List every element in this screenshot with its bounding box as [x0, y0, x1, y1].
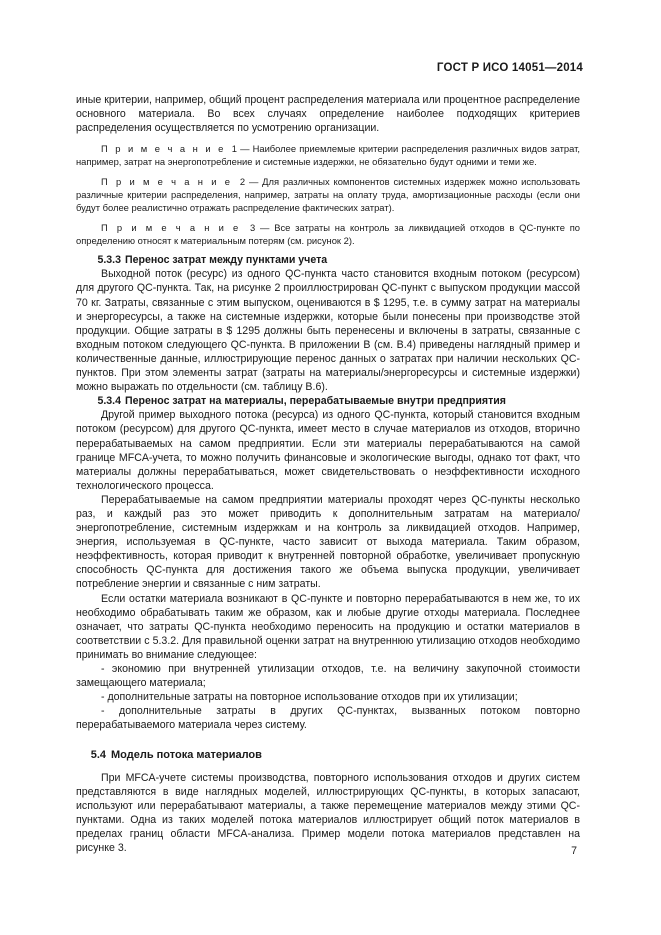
section-title: Перенос затрат между пунктами учета: [125, 254, 328, 267]
document-header: ГОСТ Р ИСО 14051—2014: [436, 62, 583, 74]
note-text: 2 — Для различных компонентов системных издержек можно использовать различные критерии распределения, например, затраты на оплату труда, амортизационные расходы (если они будут более реалистично отражать распределение фактических затрат).: [76, 176, 580, 214]
note-label: П р и м е ч а н и е: [101, 143, 226, 155]
section-heading-5-4: [76, 748, 580, 762]
paragraph: Если остатки материала возникают в QC-пункте и повторно перерабатываются в нем же, то их необходимо обрабатывать таким же образом, как и любые другие отходы материала. Последнее означает, что затраты QC-пункта необходимо переносить на продукцию и остатки материалов в соответствии с 5.3.2. Для правильной оценки затрат на внутреннюю утилизацию отходов необходимо принимать во внимание следующее:: [76, 592, 580, 661]
section-heading-5-3-3: [76, 253, 580, 267]
section-heading-5-3-4: [76, 394, 580, 408]
note-label: П р и м е ч а н и е: [101, 222, 241, 234]
section-number: 5.4: [90, 749, 106, 762]
section-number: 5.3.3: [97, 254, 121, 267]
paragraph: Выходной поток (ресурс) из одного QC-пункта часто становится входным потоком (ресурсом) для другого QC-пункта. Так, на рисунке 2 проиллюстрирован QC-пункт с выпуском продукции массой 70 кг. Затраты, связанные с этим выпуском, оцениваются в $ 1295, т.е. в сумму затрат на материалы и энергоресурсы, а также на системные издержки, которые были понесены при производстве этой продукции. Общие затраты в $ 1295 должны быть перенесены и включены в затраты, связанные с входным потоком следующего QC-пункта. В приложении В (см. В.4) приведены наглядный пример и количественные данные, иллюстрирующие перенос данных о затратах при наличии нескольких QC-пунктов. При этом элементы затрат (затраты на материалы/энергоресурсы и системные издержки) можно выражать по отдельности (см. таблицу В.6).: [76, 268, 580, 394]
note-text: 1 — Наиболее приемлемые критерии распределения различных видов затрат, например, затрат на энергопотребление и системные издержки, не обязательно будут одними и теми же.: [76, 143, 580, 168]
paragraph: иные критерии, например, общий процент распределения материала или процентное распределение основного материала. Во всех случаях определение наиболее подходящих критериев распределения осуществляется по усмотрению организации.: [76, 94, 580, 135]
document-body: [76, 93, 580, 855]
paragraph: Другой пример выходного потока (ресурса) из одного QC-пункта, который становится входным потоком (ресурсом) для другого QC-пункта, имеет место в случае материалов из отходов, вторично перерабатываемых на самом предприятии. Если эти материалы перерабатываются на самой границе MFCA-учета, то можно получить финансовые и экологические выгоды, однако тот факт, что материалы должны перерабатываться, может свидетельствовать о неэффективности исходного технологического процесса.: [76, 409, 580, 492]
note-1: [76, 142, 580, 168]
note-2: [76, 175, 580, 214]
note-text: 3 — Все затраты на контроль за ликвидацией отходов в QC-пункте по определению относят к материальным потерям (см. рисунок 2).: [76, 222, 580, 247]
list-item: - экономию при внутренней утилизации отходов, т.е. на величину закупочной стоимости замещающего материала;: [76, 663, 580, 690]
note-3: [76, 221, 580, 247]
section-number: 5.3.4: [97, 395, 121, 408]
note-label: П р и м е ч а н и е: [101, 176, 233, 188]
paragraph: При MFCA-учете системы производства, повторного использования отходов и других систем представляются в виде наглядных моделей, иллюстрирующих QC-пункты, в которых запасают, используют или перерабатывают материалы, а также перемещение материалов между этими QC-пунктами. Одна из таких моделей потока материалов иллюстрирует общий поток материалов в пределах границ области MFCA-анализа. Пример модели потока материалов представлен на рисунке 3.: [76, 771, 580, 855]
page-number: 7: [571, 845, 577, 857]
list-item: - дополнительные затраты на повторное использование отходов при их утилизации;: [101, 691, 518, 704]
list-item: - дополнительные затраты в других QC-пунктах, вызванных потоком повторно перерабатываемого материала через систему.: [76, 705, 580, 732]
section-title: Перенос затрат на материалы, перерабатываемые внутри предприятия: [125, 395, 506, 408]
section-title: Модель потока материалов: [111, 749, 262, 762]
paragraph: Перерабатываемые на самом предприятии материалы проходят через QC-пункты несколько раз, и каждый раз это может приводить к дополнительным затратам на материало/энергопотребление, системным издержкам и на контроль за ликвидацией отходов. Например, энергия, используемая в QC-пункте, часто зависит от выхода материала. Таким образом, неэффективность, которая приводит к внутренней повторной обработке, увеличивает пропускную способность QC-пункта для достижения такого же объема выпуска продукции, увеличивает потребление энергии и связанные с ним затраты.: [76, 493, 580, 591]
